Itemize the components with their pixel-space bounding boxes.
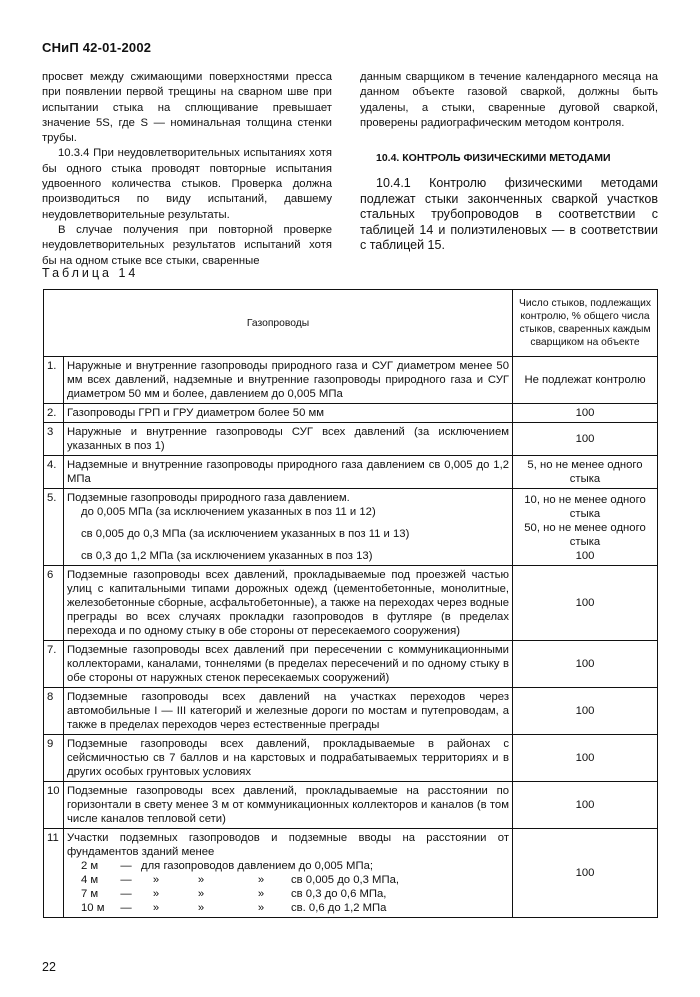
row-number: 10 xyxy=(44,782,64,829)
table-row xyxy=(44,456,658,489)
inspection-table xyxy=(43,289,658,918)
distance-value: 7 м xyxy=(81,888,99,900)
ditto-mark: » xyxy=(152,888,160,900)
table-row xyxy=(44,489,658,566)
column-header-count: Число стыков, подлежащих контролю, % общего числа стыков, сваренных каждым сварщиком на объекте xyxy=(513,290,658,357)
row-description: Подземные газопроводы всех давлений, прокладываемые под проезжей частью улиц с капитальными типами дорожных одежд (цементобетонные, монолитные, железобетонные сборные, асфальтобетонные), а также на переходах через водные преграды во всех случаях прокладки газопроводов в футляре (в пределах перехода и по одному стыку в обе стороны от пересекаемого сооружения) xyxy=(64,566,513,641)
table-row xyxy=(44,357,658,404)
table-row xyxy=(44,641,658,688)
ditto-mark: » xyxy=(197,888,205,900)
distance-line xyxy=(67,901,509,915)
sub-item: св 0,3 до 1,2 МПа (за исключением указанных в поз 13) xyxy=(81,550,373,562)
paragraph: 10.4.1 Контролю физическими методами подлежат стыки законченных сваркой участков стальных трубопроводов в соответствии с таблицей 14 и полиэтиленовых — в соответствии с таблицей 15. xyxy=(360,176,658,253)
sub-value: 10, но не менее одного стыка xyxy=(524,494,646,520)
row-number: 1. xyxy=(44,357,64,404)
row-value: 5, но не менее одного стыка xyxy=(513,456,658,489)
distance-condition: св 0,3 до 0,6 МПа, xyxy=(291,888,387,900)
ditto-mark: » xyxy=(257,902,265,914)
distance-condition: для газопроводов давлением до 0,005 МПа; xyxy=(141,860,374,872)
row-value: 100 xyxy=(513,829,658,918)
page-number: 22 xyxy=(42,960,56,974)
table-row xyxy=(44,782,658,829)
row-number: 11 xyxy=(44,829,64,918)
row-description: Подземные газопроводы всех давлений, прокладываемые в районах с сейсмичностью св 7 баллов и на карстовых и подрабатываемых территориях и в других особых грунтовых условиях xyxy=(64,735,513,782)
sub-value: 100 xyxy=(575,550,595,562)
row-value: 100 xyxy=(513,688,658,735)
table-caption: Таблица 14 xyxy=(42,266,139,280)
ditto-mark: » xyxy=(152,902,160,914)
table-header-row xyxy=(44,290,658,357)
sub-item: св 0,005 до 0,3 МПа (за исключением указанных в поз 11 и 13) xyxy=(81,528,410,540)
row-description: Подземные газопроводы всех давлений, прокладываемые на расстоянии по горизонтали в свету менее 3 м от коммуникационных коллекторов и каналов (в том числе каналов тепловой сети) xyxy=(64,782,513,829)
row-number: 2. xyxy=(44,404,64,423)
distance-value: 10 м xyxy=(81,902,105,914)
row-value: 100 xyxy=(513,782,658,829)
row-value: 100 xyxy=(513,641,658,688)
table-row xyxy=(44,829,658,918)
ditto-mark: » xyxy=(257,874,265,886)
row-value: 100 xyxy=(513,735,658,782)
table-row xyxy=(44,404,658,423)
document-header: СНиП 42-01-2002 xyxy=(42,40,152,55)
table-row xyxy=(44,566,658,641)
row-description-lead: Участки подземных газопроводов и подземные вводы на расстоянии от фундаментов зданий менее xyxy=(67,832,509,858)
distance-condition: св 0,005 до 0,3 МПа, xyxy=(291,874,400,886)
row-number: 5. xyxy=(44,489,64,566)
row-value xyxy=(513,489,658,566)
distance-line xyxy=(67,859,509,873)
paragraph: данным сварщиком в течение календарного месяца на данном объекте газовой сваркой, должны быть удалены, а стыки, сваренные дуговой сваркой, проверены радиографическим методом контроля. xyxy=(360,71,658,129)
paragraph: просвет между сжимающими поверхностями пресса при появлении первой трещины на сварном шве при испытании стыка на сплющивание превышает значение 5S, где S — номинальная толщина стенки трубы. xyxy=(42,71,332,145)
row-description-lead: Подземные газопроводы природного газа давлением. xyxy=(67,492,350,504)
row-number: 7. xyxy=(44,641,64,688)
row-description xyxy=(64,829,513,918)
row-description xyxy=(64,489,513,566)
right-text-column xyxy=(360,70,658,254)
row-value: 100 xyxy=(513,566,658,641)
distance-line xyxy=(67,873,509,887)
row-description: Наружные и внутренние газопроводы СУГ всех давлений (за исключением указанных в поз 1) xyxy=(64,423,513,456)
left-text-column xyxy=(42,70,332,269)
row-number: 3 xyxy=(44,423,64,456)
row-number: 8 xyxy=(44,688,64,735)
ditto-mark: » xyxy=(257,888,265,900)
row-value: Не подлежат контролю xyxy=(513,357,658,404)
row-number: 4. xyxy=(44,456,64,489)
dash: — xyxy=(120,874,132,886)
ditto-mark: » xyxy=(152,874,160,886)
row-number: 6 xyxy=(44,566,64,641)
distance-line xyxy=(67,887,509,901)
table-row xyxy=(44,688,658,735)
dash: — xyxy=(120,888,132,900)
row-value: 100 xyxy=(513,404,658,423)
row-description: Надземные и внутренние газопроводы природного газа давлением св 0,005 до 1,2 МПа xyxy=(64,456,513,489)
table-row xyxy=(44,423,658,456)
distance-value: 2 м xyxy=(81,860,99,872)
row-number: 9 xyxy=(44,735,64,782)
row-value: 100 xyxy=(513,423,658,456)
sub-value: 50, но не менее одного стыка xyxy=(524,522,646,548)
table-row xyxy=(44,735,658,782)
dash: — xyxy=(120,902,132,914)
distance-condition: св. 0,6 до 1,2 МПа xyxy=(291,902,387,914)
row-description: Подземные газопроводы всех давлений на участках переходов через автомобильные I — III категорий и железные дороги по мостам и путепроводам, а также в пределах переходов через естественные преграды xyxy=(64,688,513,735)
sub-item: до 0,005 МПа (за исключением указанных в поз 11 и 12) xyxy=(81,506,376,518)
ditto-mark: » xyxy=(197,874,205,886)
distance-value: 4 м xyxy=(81,874,99,886)
row-description: Газопроводы ГРП и ГРУ диаметром более 50 мм xyxy=(64,404,513,423)
ditto-mark: » xyxy=(197,902,205,914)
dash: — xyxy=(120,860,132,872)
row-description: Подземные газопроводы всех давлений при пересечении с коммуникационными коллекторами, каналами, тоннелями (в пределах пересечений и по одному стыку в обе стороны от наружных стенок пересекаемых сооружений) xyxy=(64,641,513,688)
row-description: Наружные и внутренние газопроводы природного газа и СУГ диаметром менее 50 мм всех давлений, надземные и внутренние газопроводы природного газа и СУГ диаметром 50 мм и более, давлением до 0,005 МПа xyxy=(64,357,513,404)
paragraph: В случае получения при повторной проверке неудовлетворительных результатов испытаний хотя бы на одном стыке все стыки, сваренные xyxy=(42,223,332,267)
column-header-pipelines: Газопроводы xyxy=(44,290,513,357)
section-title: 10.4. КОНТРОЛЬ ФИЗИЧЕСКИМИ МЕТОДАМИ xyxy=(376,152,611,165)
paragraph: 10.3.4 При неудовлетворительных испытаниях хотя бы одного стыка проводят повторные испытания удвоенного количества стыков. Проверка должна производиться по виду испытаний, давшему неудовлетворительные результаты. xyxy=(42,147,332,221)
